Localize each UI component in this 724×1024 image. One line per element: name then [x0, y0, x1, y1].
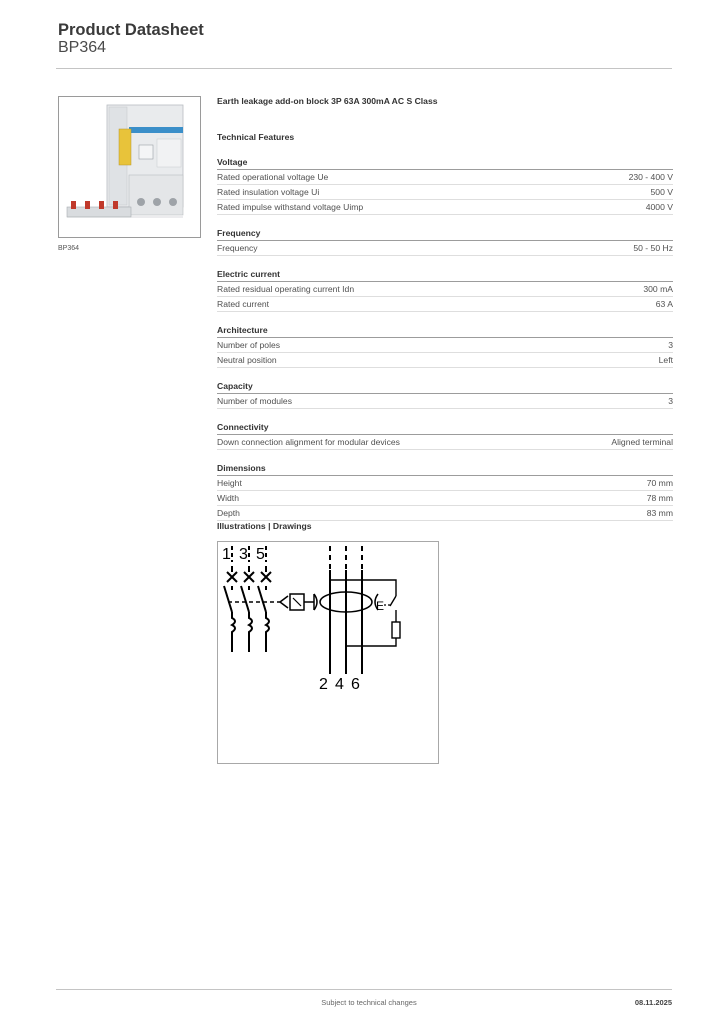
spec-value: Left [658, 355, 673, 365]
spec-label: Number of poles [217, 340, 281, 350]
spec-label: Frequency [217, 243, 258, 253]
technical-content [217, 94, 673, 521]
terminal-label-1: 1 [222, 546, 231, 563]
product-name: Earth leakage add-on block 3P 63A 300mA AC S Class [217, 96, 438, 106]
section-electric-current [217, 268, 673, 312]
footer-date: 08.11.2025 [634, 998, 672, 1007]
spec-label: Depth [217, 508, 240, 518]
spec-value: 70 mm [646, 478, 673, 488]
spec-value: 78 mm [646, 493, 673, 503]
spec-row [217, 200, 673, 215]
spec-label: Width [217, 493, 239, 503]
spec-row [217, 394, 673, 409]
spec-label: Height [217, 478, 242, 488]
section-title: Capacity [217, 380, 673, 394]
spec-row [217, 506, 673, 521]
section-dimensions [217, 462, 673, 521]
spec-label: Rated impulse withstand voltage Uimp [217, 202, 364, 212]
spec-value: 50 - 50 Hz [633, 243, 673, 253]
spec-value: 500 V [650, 187, 673, 197]
spec-label: Down connection alignment for modular devices [217, 437, 400, 447]
spec-row [217, 353, 673, 368]
section-title: Architecture [217, 324, 673, 338]
section-connectivity [217, 421, 673, 450]
terminal-label-2: 2 [319, 676, 328, 693]
technical-features-title: Technical Features [217, 132, 295, 142]
terminal-label-6: 6 [351, 676, 360, 693]
spec-value: 83 mm [646, 508, 673, 518]
spec-row [217, 241, 673, 256]
section-title: Dimensions [217, 462, 673, 476]
spec-label: Rated residual operating current Idn [217, 284, 355, 294]
spec-value: 63 A [655, 299, 673, 309]
product-code: BP364 [58, 39, 107, 56]
section-voltage [217, 156, 673, 215]
page-title: Product Datasheet [58, 21, 204, 39]
header-divider [56, 68, 672, 69]
spec-row [217, 185, 673, 200]
section-title: Connectivity [217, 421, 673, 435]
test-button-label: E [376, 599, 385, 613]
spec-label: Neutral position [217, 355, 277, 365]
section-frequency [217, 227, 673, 256]
spec-value: 3 [668, 340, 673, 350]
section-title: Voltage [217, 156, 673, 170]
spec-row [217, 297, 673, 312]
spec-value: 230 - 400 V [628, 172, 673, 182]
spec-row [217, 435, 673, 450]
spec-row [217, 491, 673, 506]
section-capacity [217, 380, 673, 409]
terminal-label-4: 4 [335, 676, 344, 693]
spec-label: Rated insulation voltage Ui [217, 187, 320, 197]
spec-row [217, 338, 673, 353]
spec-value: 300 mA [643, 284, 673, 294]
wiring-diagram [217, 541, 439, 764]
spec-value: Aligned terminal [611, 437, 673, 447]
spec-row [217, 170, 673, 185]
spec-label: Number of modules [217, 396, 292, 406]
illustrations-title: Illustrations | Drawings [217, 521, 312, 531]
spec-row [217, 282, 673, 297]
photo-caption: BP364 [58, 245, 80, 252]
wiring-diagram-svg [218, 542, 438, 763]
section-title: Electric current [217, 268, 673, 282]
spec-label: Rated current [217, 299, 270, 309]
footer-divider [56, 989, 672, 990]
spec-label: Rated operational voltage Ue [217, 172, 329, 182]
section-architecture [217, 324, 673, 368]
product-device-illustration [59, 97, 200, 237]
spec-value: 4000 V [645, 202, 673, 212]
product-photo [58, 96, 201, 238]
terminal-label-3: 3 [239, 546, 248, 563]
section-title: Frequency [217, 227, 673, 241]
spec-row [217, 476, 673, 491]
terminal-label-5: 5 [256, 546, 265, 563]
footer-note: Subject to technical changes [321, 998, 417, 1007]
spec-value: 3 [668, 396, 673, 406]
